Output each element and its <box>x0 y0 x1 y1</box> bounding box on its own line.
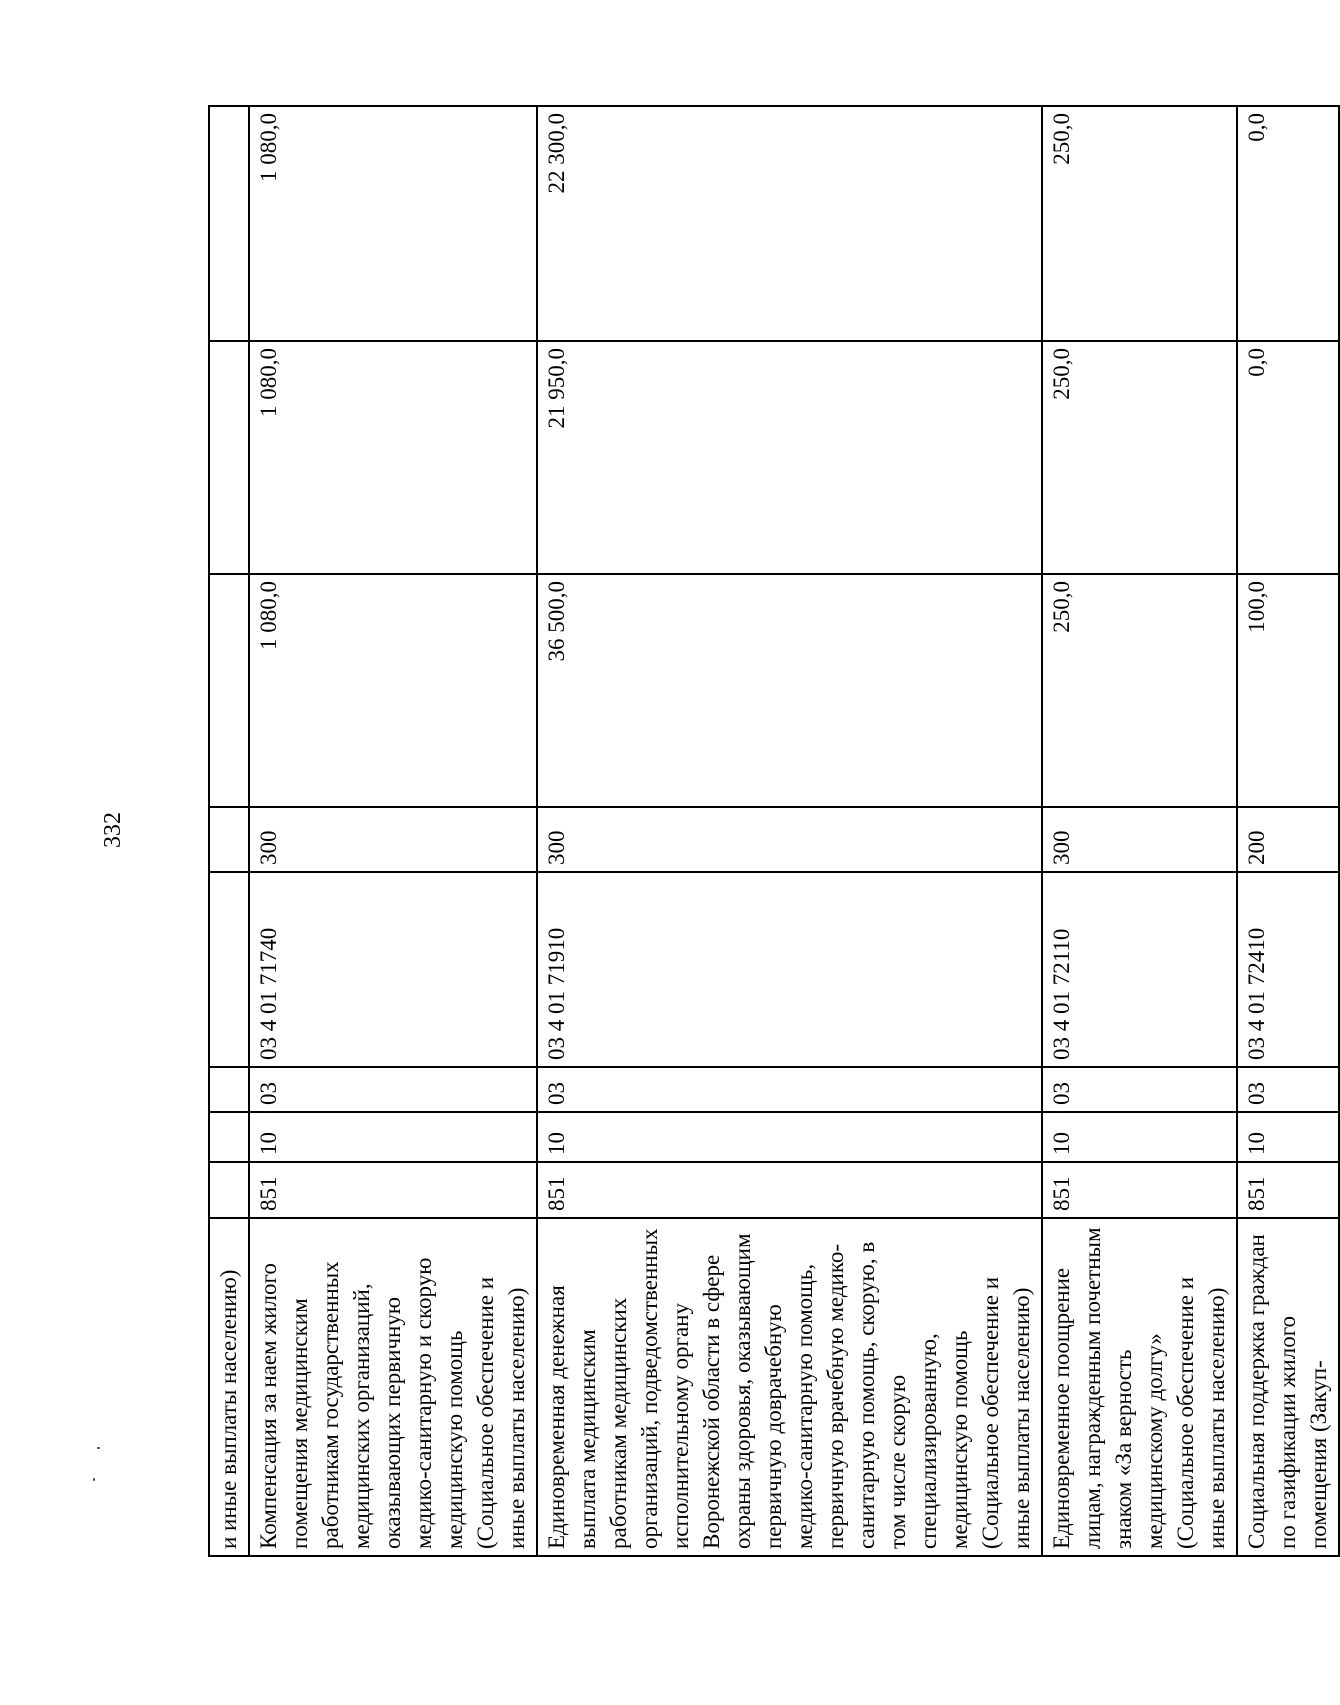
budget-table <box>208 105 1340 1557</box>
amount-year-1: 250,0 <box>1042 574 1237 807</box>
section-code: 10 <box>537 1112 1042 1162</box>
table-row <box>1042 106 1237 1556</box>
row-name: Компенсация за наем жилого помещения медицинским работникам государственных медицинских организаций, оказывающих первичную медико-санитарную и скорую медицинскую помощь (Социальное обеспечение и иные выплаты населению) <box>249 1218 537 1556</box>
target-article-code: 03 4 01 71740 <box>249 872 537 1067</box>
subsection-code: 03 <box>1237 1067 1339 1112</box>
amount-year-3: 22 300,0 <box>537 106 1042 341</box>
scan-speck <box>93 1478 95 1481</box>
grbs-code: 851 <box>1237 1162 1339 1218</box>
amount-year-2: 250,0 <box>1042 341 1237 574</box>
amount-year-2: 0,0 <box>1237 341 1339 574</box>
amount-year-3: 250,0 <box>1042 106 1237 341</box>
row-name: Социальная поддержка граждан по газификации жилого помещения (Закуп- <box>1237 1218 1339 1556</box>
amount-year-2: 1 080,0 <box>249 341 537 574</box>
subsection-code: 03 <box>1042 1067 1237 1112</box>
table-row <box>1237 106 1339 1556</box>
expense-type-code: 200 <box>1237 807 1339 872</box>
expense-type-code: 300 <box>537 807 1042 872</box>
table-row <box>249 106 537 1556</box>
table-row <box>537 106 1042 1556</box>
subsection-code: 03 <box>537 1067 1042 1112</box>
amount-year-1: 1 080,0 <box>249 574 537 807</box>
target-article-code: 03 4 01 71910 <box>537 872 1042 1067</box>
expense-type-code: 300 <box>249 807 537 872</box>
amount-year-3: 1 080,0 <box>249 106 537 341</box>
table-row-continuation <box>209 106 249 1556</box>
section-code: 10 <box>249 1112 537 1162</box>
subsection-code: 03 <box>249 1067 537 1112</box>
amount-year-1: 36 500,0 <box>537 574 1042 807</box>
section-code: 10 <box>1237 1112 1339 1162</box>
target-article-code: 03 4 01 72410 <box>1237 872 1339 1067</box>
row-name: Единовременное поощрение лицам, награжденным почетным знаком «За верность медицинскому долгу» (Социальное обеспечение и иные выплаты населению) <box>1042 1218 1237 1556</box>
row-name-continuation: и иные выплаты населению) <box>209 1218 249 1556</box>
amount-year-2: 21 950,0 <box>537 341 1042 574</box>
section-code: 10 <box>1042 1112 1237 1162</box>
grbs-code: 851 <box>249 1162 537 1218</box>
page-number: 332 <box>100 812 126 848</box>
grbs-code: 851 <box>1042 1162 1237 1218</box>
expense-type-code: 300 <box>1042 807 1237 872</box>
target-article-code: 03 4 01 72110 <box>1042 872 1237 1067</box>
scan-speck <box>97 1447 100 1449</box>
amount-year-3: 0,0 <box>1237 106 1339 341</box>
grbs-code: 851 <box>537 1162 1042 1218</box>
row-name: Единовременная денежная выплата медицинским работникам медицинских организаций, подведомственных исполнительному органу Воронежской области в сфере охраны здоровья, оказывающим первичную доврачебную медико-санитарную помощь, первичную врачебную медико-санитарную помощь, скорую, в том числе скорую специализированную, медицинскую помощь (Социальное обеспечение и иные выплаты населению) <box>537 1218 1042 1556</box>
budget-table-page <box>208 107 1331 1557</box>
amount-year-1: 100,0 <box>1237 574 1339 807</box>
